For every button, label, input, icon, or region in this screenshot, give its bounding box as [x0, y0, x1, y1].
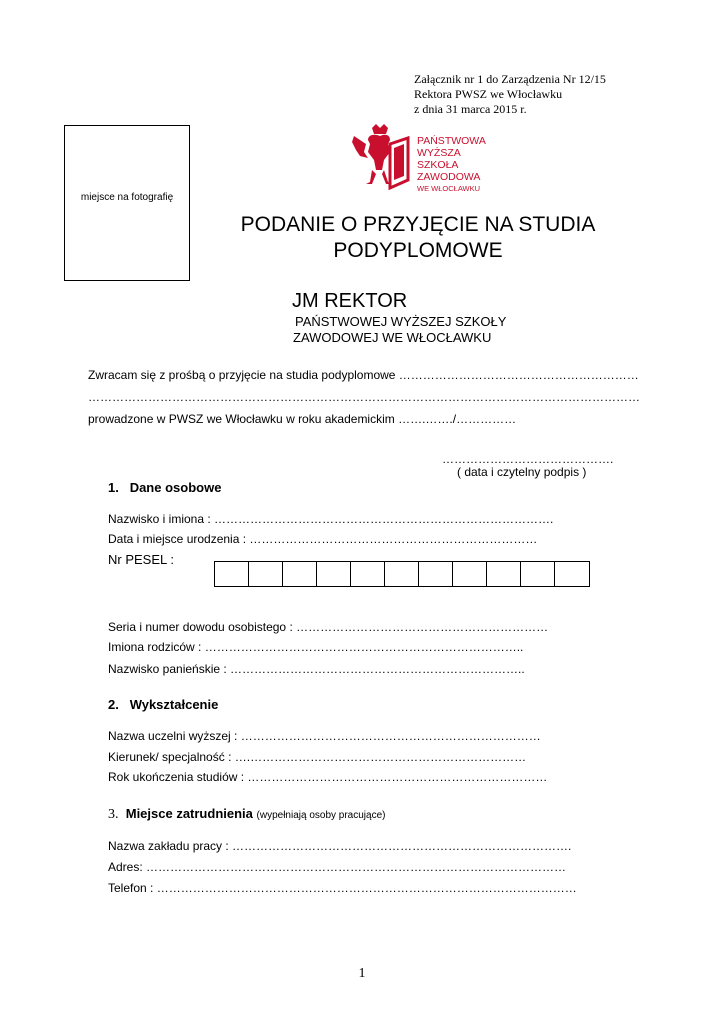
field-address: Adres: …………………………………………………………………………………………… [108, 860, 567, 874]
logo-line2: WYŻSZA [417, 147, 461, 159]
attachment-note [414, 72, 606, 117]
pesel-label: Nr PESEL : [108, 552, 174, 567]
section3-note: (wypełniają osoby pracujące) [256, 810, 386, 821]
request-line1: Zwracam się z prośbą o przyjęcie na studia podyplomowe …………………………………………………… [88, 368, 639, 382]
attachment-note-line1: Załącznik nr 1 do Zarządzenia Nr 12/15 [414, 72, 606, 86]
request-line3: prowadzone w PWSZ we Włocławku w roku akademickim …….……./…………… [88, 412, 517, 426]
logo-line5: WE WŁOCŁAWKU [417, 184, 481, 193]
pesel-digit-cell[interactable] [249, 562, 283, 586]
school-logo-icon [350, 122, 414, 199]
field-workplace: Nazwa zakładu pracy : …………………………………………………………………………. [108, 839, 572, 853]
pesel-digit-cell[interactable] [283, 562, 317, 586]
photo-label: miejsce na fotografię [80, 192, 174, 203]
pesel-digit-cell[interactable] [419, 562, 453, 586]
pesel-digit-cell[interactable] [385, 562, 419, 586]
logo-line4: ZAWODOWA [417, 171, 481, 183]
section3-number: 3. [108, 807, 119, 822]
school-logo-text [417, 135, 486, 195]
section1-title: Dane osobowe [129, 480, 222, 495]
pesel-digit-cell[interactable] [555, 562, 589, 586]
section3-heading [108, 806, 385, 823]
signature-line: ……………………………………. [442, 452, 614, 466]
photo-box [64, 125, 190, 281]
addressee-school [295, 314, 506, 346]
attachment-note-line3: z dnia 31 marca 2015 r. [414, 102, 527, 116]
logo-line3: SZKOŁA [417, 159, 459, 171]
pesel-digit-cell[interactable] [453, 562, 487, 586]
attachment-note-line2: Rektora PWSZ we Włocławku [414, 87, 563, 101]
title-line1: PODANIE O PRZYJĘCIE NA STUDIA [240, 213, 596, 236]
request-line2: ………………………………………………………………………………………………………………………… [88, 390, 640, 404]
field-birth: Data i miejsce urodzenia : ……………………………………………………………… [108, 532, 538, 546]
pesel-grid[interactable] [214, 561, 590, 587]
addressee-rektor: JM REKTOR [292, 290, 408, 312]
section2-title: Wykształcenie [129, 697, 219, 712]
pesel-digit-cell[interactable] [521, 562, 555, 586]
field-graduation-year: Rok ukończenia studiów : ………………………………………………………………… [108, 770, 548, 784]
section1-heading [108, 480, 221, 495]
field-phone: Telefon : …………………………………………………………………………………………… [108, 881, 577, 895]
pesel-digit-cell[interactable] [317, 562, 351, 586]
section1-number: 1. [108, 480, 119, 495]
addressee-school-line2: ZAWODOWEJ WE WŁOCŁAWKU [293, 330, 492, 345]
field-university: Nazwa uczelni wyższej : ………………………………………………………………… [108, 729, 541, 743]
signature-label: ( data i czytelny podpis ) [457, 465, 587, 479]
pesel-digit-cell[interactable] [215, 562, 249, 586]
section3-title: Miejsce zatrudnienia [125, 806, 253, 821]
field-name: Nazwisko i imiona : …………………………………………………………………………. [108, 512, 554, 526]
field-specialization: Kierunek/ specjalność : ….…………………………………………………………… [108, 750, 527, 764]
field-parents: Imiona rodziców : …………………………………………………………………….. [108, 640, 524, 654]
page-number: 1 [358, 966, 366, 981]
document-title [200, 212, 636, 264]
addressee-school-line1: PAŃSTWOWEJ WYŻSZEJ SZKOŁY [295, 314, 507, 329]
field-id-document: Seria i numer dowodu osobistego : ……………………………………………………… [108, 620, 549, 634]
section2-heading [108, 697, 218, 712]
pesel-digit-cell[interactable] [487, 562, 521, 586]
logo-line1: PAŃSTWOWA [417, 135, 486, 147]
section2-number: 2. [108, 697, 119, 712]
title-line2: PODYPLOMOWE [333, 239, 503, 262]
pesel-digit-cell[interactable] [351, 562, 385, 586]
field-maiden-name: Nazwisko panieńskie : ……………………………………………………………….. [108, 662, 525, 676]
